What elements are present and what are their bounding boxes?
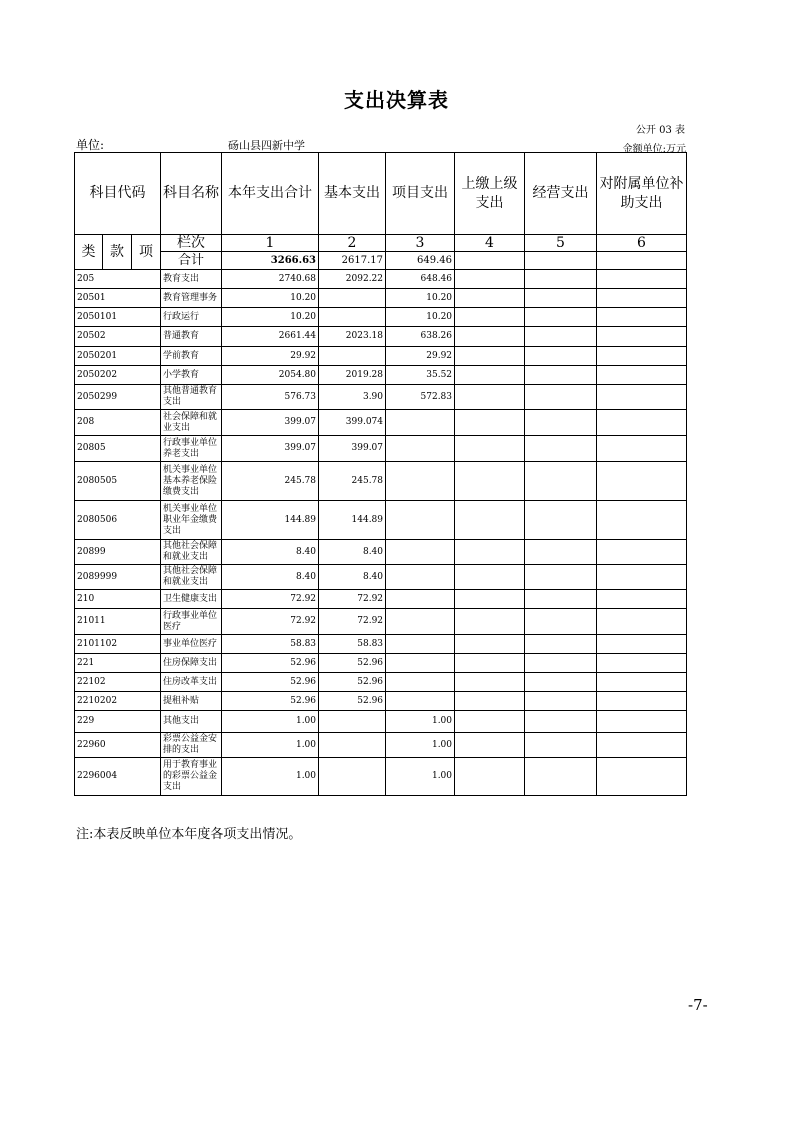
row-business [525, 565, 597, 590]
row-total: 1.00 [222, 711, 319, 733]
row-name: 教育管理事务 [161, 289, 222, 308]
row-code: 20502 [75, 327, 161, 347]
row-upper [455, 609, 525, 635]
row-business [525, 540, 597, 565]
page-title: 支出决算表 [344, 88, 449, 112]
row-upper [455, 590, 525, 609]
index-row [75, 235, 687, 252]
row-upper [455, 289, 525, 308]
row-name: 其他支出 [161, 711, 222, 733]
row-project [386, 540, 455, 565]
row-basic: 399.074 [319, 410, 386, 436]
row-basic: 399.07 [319, 436, 386, 462]
row-upper [455, 758, 525, 796]
row-basic: 58.83 [319, 635, 386, 654]
row-subsidy [597, 711, 687, 733]
header-code: 科目代码 [75, 153, 161, 235]
row-name: 行政事业单位医疗 [161, 609, 222, 635]
header-lei: 类 [75, 235, 103, 270]
header-subsidy: 对附属单位补助支出 [597, 153, 687, 235]
table-row [75, 590, 687, 609]
row-subsidy [597, 609, 687, 635]
row-upper [455, 308, 525, 327]
row-basic: 8.40 [319, 540, 386, 565]
col-index-5: 5 [525, 235, 597, 252]
row-code: 2296004 [75, 758, 161, 796]
row-project [386, 673, 455, 692]
unit-name: 砀山县四新中学 [228, 139, 305, 152]
header-row [75, 153, 687, 235]
row-total: 2054.80 [222, 366, 319, 385]
row-code: 2050101 [75, 308, 161, 327]
row-upper [455, 635, 525, 654]
row-upper [455, 327, 525, 347]
row-subsidy [597, 635, 687, 654]
table-row [75, 385, 687, 410]
row-total: 29.92 [222, 347, 319, 366]
row-basic: 3.90 [319, 385, 386, 410]
row-name: 学前教育 [161, 347, 222, 366]
row-business [525, 366, 597, 385]
row-code: 2050299 [75, 385, 161, 410]
row-subsidy [597, 347, 687, 366]
row-upper [455, 711, 525, 733]
row-project [386, 692, 455, 711]
row-basic [319, 711, 386, 733]
row-total: 399.07 [222, 410, 319, 436]
row-business [525, 308, 597, 327]
table-row [75, 673, 687, 692]
page-number: -7- [688, 996, 708, 1014]
row-subsidy [597, 733, 687, 758]
col-index-2: 2 [319, 235, 386, 252]
row-business [525, 501, 597, 540]
table-row [75, 270, 687, 289]
row-business [525, 289, 597, 308]
row-code: 2050202 [75, 366, 161, 385]
row-basic: 72.92 [319, 609, 386, 635]
row-total: 399.07 [222, 436, 319, 462]
row-subsidy [597, 673, 687, 692]
row-basic: 52.96 [319, 654, 386, 673]
row-business [525, 436, 597, 462]
row-code: 229 [75, 711, 161, 733]
row-project: 29.92 [386, 347, 455, 366]
row-code: 20899 [75, 540, 161, 565]
row-code: 210 [75, 590, 161, 609]
row-business [525, 758, 597, 796]
row-upper [455, 540, 525, 565]
table-row [75, 758, 687, 796]
header-basic: 基本支出 [319, 153, 386, 235]
header-kuan: 款 [103, 235, 132, 270]
row-upper [455, 385, 525, 410]
row-subsidy [597, 366, 687, 385]
table-row [75, 501, 687, 540]
total-basic: 2617.17 [319, 252, 386, 270]
row-upper [455, 654, 525, 673]
row-name: 事业单位医疗 [161, 635, 222, 654]
row-upper [455, 410, 525, 436]
table-row [75, 540, 687, 565]
row-project [386, 410, 455, 436]
row-basic: 72.92 [319, 590, 386, 609]
row-subsidy [597, 540, 687, 565]
row-code: 2050201 [75, 347, 161, 366]
row-total: 1.00 [222, 733, 319, 758]
row-basic: 2019.28 [319, 366, 386, 385]
row-total: 52.96 [222, 692, 319, 711]
row-business [525, 462, 597, 501]
row-subsidy [597, 308, 687, 327]
header-name: 科目名称 [161, 153, 222, 235]
row-subsidy [597, 436, 687, 462]
total-label: 合计 [161, 252, 222, 270]
row-code: 22102 [75, 673, 161, 692]
table-row [75, 733, 687, 758]
table-row [75, 327, 687, 347]
header-xiang: 项 [132, 235, 161, 270]
row-business [525, 410, 597, 436]
total-business [525, 252, 597, 270]
header-total: 本年支出合计 [222, 153, 319, 235]
expenditure-table [74, 152, 687, 796]
row-code: 2080506 [75, 501, 161, 540]
row-total: 2740.68 [222, 270, 319, 289]
table-row [75, 609, 687, 635]
row-upper [455, 436, 525, 462]
col-index-3: 3 [386, 235, 455, 252]
col-index-4: 4 [455, 235, 525, 252]
row-code: 221 [75, 654, 161, 673]
row-business [525, 270, 597, 289]
row-total: 2661.44 [222, 327, 319, 347]
row-upper [455, 347, 525, 366]
row-upper [455, 270, 525, 289]
row-upper [455, 565, 525, 590]
row-basic: 8.40 [319, 565, 386, 590]
row-total: 52.96 [222, 654, 319, 673]
row-project: 1.00 [386, 758, 455, 796]
row-name: 其他社会保障和就业支出 [161, 565, 222, 590]
row-code: 20501 [75, 289, 161, 308]
table-row [75, 308, 687, 327]
row-business [525, 673, 597, 692]
footnote: 注:本表反映单位本年度各项支出情况。 [76, 827, 302, 842]
row-total: 52.96 [222, 673, 319, 692]
row-name: 小学教育 [161, 366, 222, 385]
table-row [75, 635, 687, 654]
row-basic [319, 758, 386, 796]
row-name: 教育支出 [161, 270, 222, 289]
row-basic: 52.96 [319, 692, 386, 711]
row-name: 住房改革支出 [161, 673, 222, 692]
row-business [525, 711, 597, 733]
row-upper [455, 462, 525, 501]
row-business [525, 692, 597, 711]
row-upper [455, 501, 525, 540]
row-name: 普通教育 [161, 327, 222, 347]
amount-unit: 金额单位:万元 [622, 144, 686, 155]
row-basic: 2092.22 [319, 270, 386, 289]
header-upper: 上缴上级支出 [455, 153, 525, 235]
row-project: 572.83 [386, 385, 455, 410]
unit-label: 单位: [76, 138, 105, 152]
table-row [75, 654, 687, 673]
row-subsidy [597, 590, 687, 609]
row-code: 22960 [75, 733, 161, 758]
row-basic: 2023.18 [319, 327, 386, 347]
row-name: 住房保障支出 [161, 654, 222, 673]
row-project [386, 635, 455, 654]
row-project [386, 590, 455, 609]
row-subsidy [597, 385, 687, 410]
row-name: 社会保障和就业支出 [161, 410, 222, 436]
row-upper [455, 366, 525, 385]
row-subsidy [597, 270, 687, 289]
row-name: 用于教育事业的彩票公益金支出 [161, 758, 222, 796]
row-name: 卫生健康支出 [161, 590, 222, 609]
row-total: 245.78 [222, 462, 319, 501]
row-basic [319, 289, 386, 308]
col-index-6: 6 [597, 235, 687, 252]
row-code: 2080505 [75, 462, 161, 501]
row-code: 2101102 [75, 635, 161, 654]
row-business [525, 733, 597, 758]
row-subsidy [597, 692, 687, 711]
row-name: 行政运行 [161, 308, 222, 327]
col-index-1: 1 [222, 235, 319, 252]
row-project [386, 462, 455, 501]
row-basic [319, 308, 386, 327]
row-name: 提租补贴 [161, 692, 222, 711]
table-row [75, 410, 687, 436]
row-project: 638.26 [386, 327, 455, 347]
row-name: 彩票公益金安排的支出 [161, 733, 222, 758]
row-subsidy [597, 327, 687, 347]
table-row [75, 565, 687, 590]
row-code: 208 [75, 410, 161, 436]
row-code: 21011 [75, 609, 161, 635]
row-business [525, 635, 597, 654]
row-total: 576.73 [222, 385, 319, 410]
row-name: 其他社会保障和就业支出 [161, 540, 222, 565]
row-project: 10.20 [386, 308, 455, 327]
row-project: 1.00 [386, 733, 455, 758]
header-business: 经营支出 [525, 153, 597, 235]
row-subsidy [597, 501, 687, 540]
row-business [525, 327, 597, 347]
row-project: 1.00 [386, 711, 455, 733]
row-project [386, 565, 455, 590]
row-basic [319, 347, 386, 366]
row-code: 2089999 [75, 565, 161, 590]
total-project: 649.46 [386, 252, 455, 270]
row-code: 2210202 [75, 692, 161, 711]
row-total: 10.20 [222, 289, 319, 308]
row-project [386, 501, 455, 540]
table-row [75, 436, 687, 462]
row-subsidy [597, 289, 687, 308]
table-row [75, 366, 687, 385]
row-total: 144.89 [222, 501, 319, 540]
table-row [75, 462, 687, 501]
row-business [525, 590, 597, 609]
table-row [75, 289, 687, 308]
row-subsidy [597, 565, 687, 590]
row-name: 机关事业单位基本养老保险缴费支出 [161, 462, 222, 501]
row-code: 205 [75, 270, 161, 289]
row-project: 35.52 [386, 366, 455, 385]
row-total: 10.20 [222, 308, 319, 327]
row-basic: 52.96 [319, 673, 386, 692]
row-upper [455, 733, 525, 758]
row-business [525, 347, 597, 366]
row-total: 72.92 [222, 609, 319, 635]
row-basic: 245.78 [319, 462, 386, 501]
row-subsidy [597, 462, 687, 501]
row-subsidy [597, 654, 687, 673]
header-lanci: 栏次 [161, 235, 222, 252]
row-project [386, 609, 455, 635]
row-total: 8.40 [222, 565, 319, 590]
row-business [525, 385, 597, 410]
row-name: 机关事业单位职业年金缴费支出 [161, 501, 222, 540]
total-amount: 3266.63 [222, 252, 319, 270]
row-project [386, 436, 455, 462]
row-total: 1.00 [222, 758, 319, 796]
table-row [75, 347, 687, 366]
row-business [525, 654, 597, 673]
total-upper [455, 252, 525, 270]
row-total: 8.40 [222, 540, 319, 565]
row-project: 10.20 [386, 289, 455, 308]
row-name: 行政事业单位养老支出 [161, 436, 222, 462]
row-upper [455, 673, 525, 692]
row-code: 20805 [75, 436, 161, 462]
row-name: 其他普通教育支出 [161, 385, 222, 410]
row-basic: 144.89 [319, 501, 386, 540]
row-business [525, 609, 597, 635]
total-row [75, 252, 687, 270]
row-project: 648.46 [386, 270, 455, 289]
row-total: 72.92 [222, 590, 319, 609]
table-row [75, 692, 687, 711]
header-project: 项目支出 [386, 153, 455, 235]
row-subsidy [597, 758, 687, 796]
row-upper [455, 692, 525, 711]
row-total: 58.83 [222, 635, 319, 654]
table-row [75, 711, 687, 733]
row-subsidy [597, 410, 687, 436]
row-project [386, 654, 455, 673]
form-number: 公开 03 表 [635, 125, 685, 136]
row-basic [319, 733, 386, 758]
total-subsidy [597, 252, 687, 270]
